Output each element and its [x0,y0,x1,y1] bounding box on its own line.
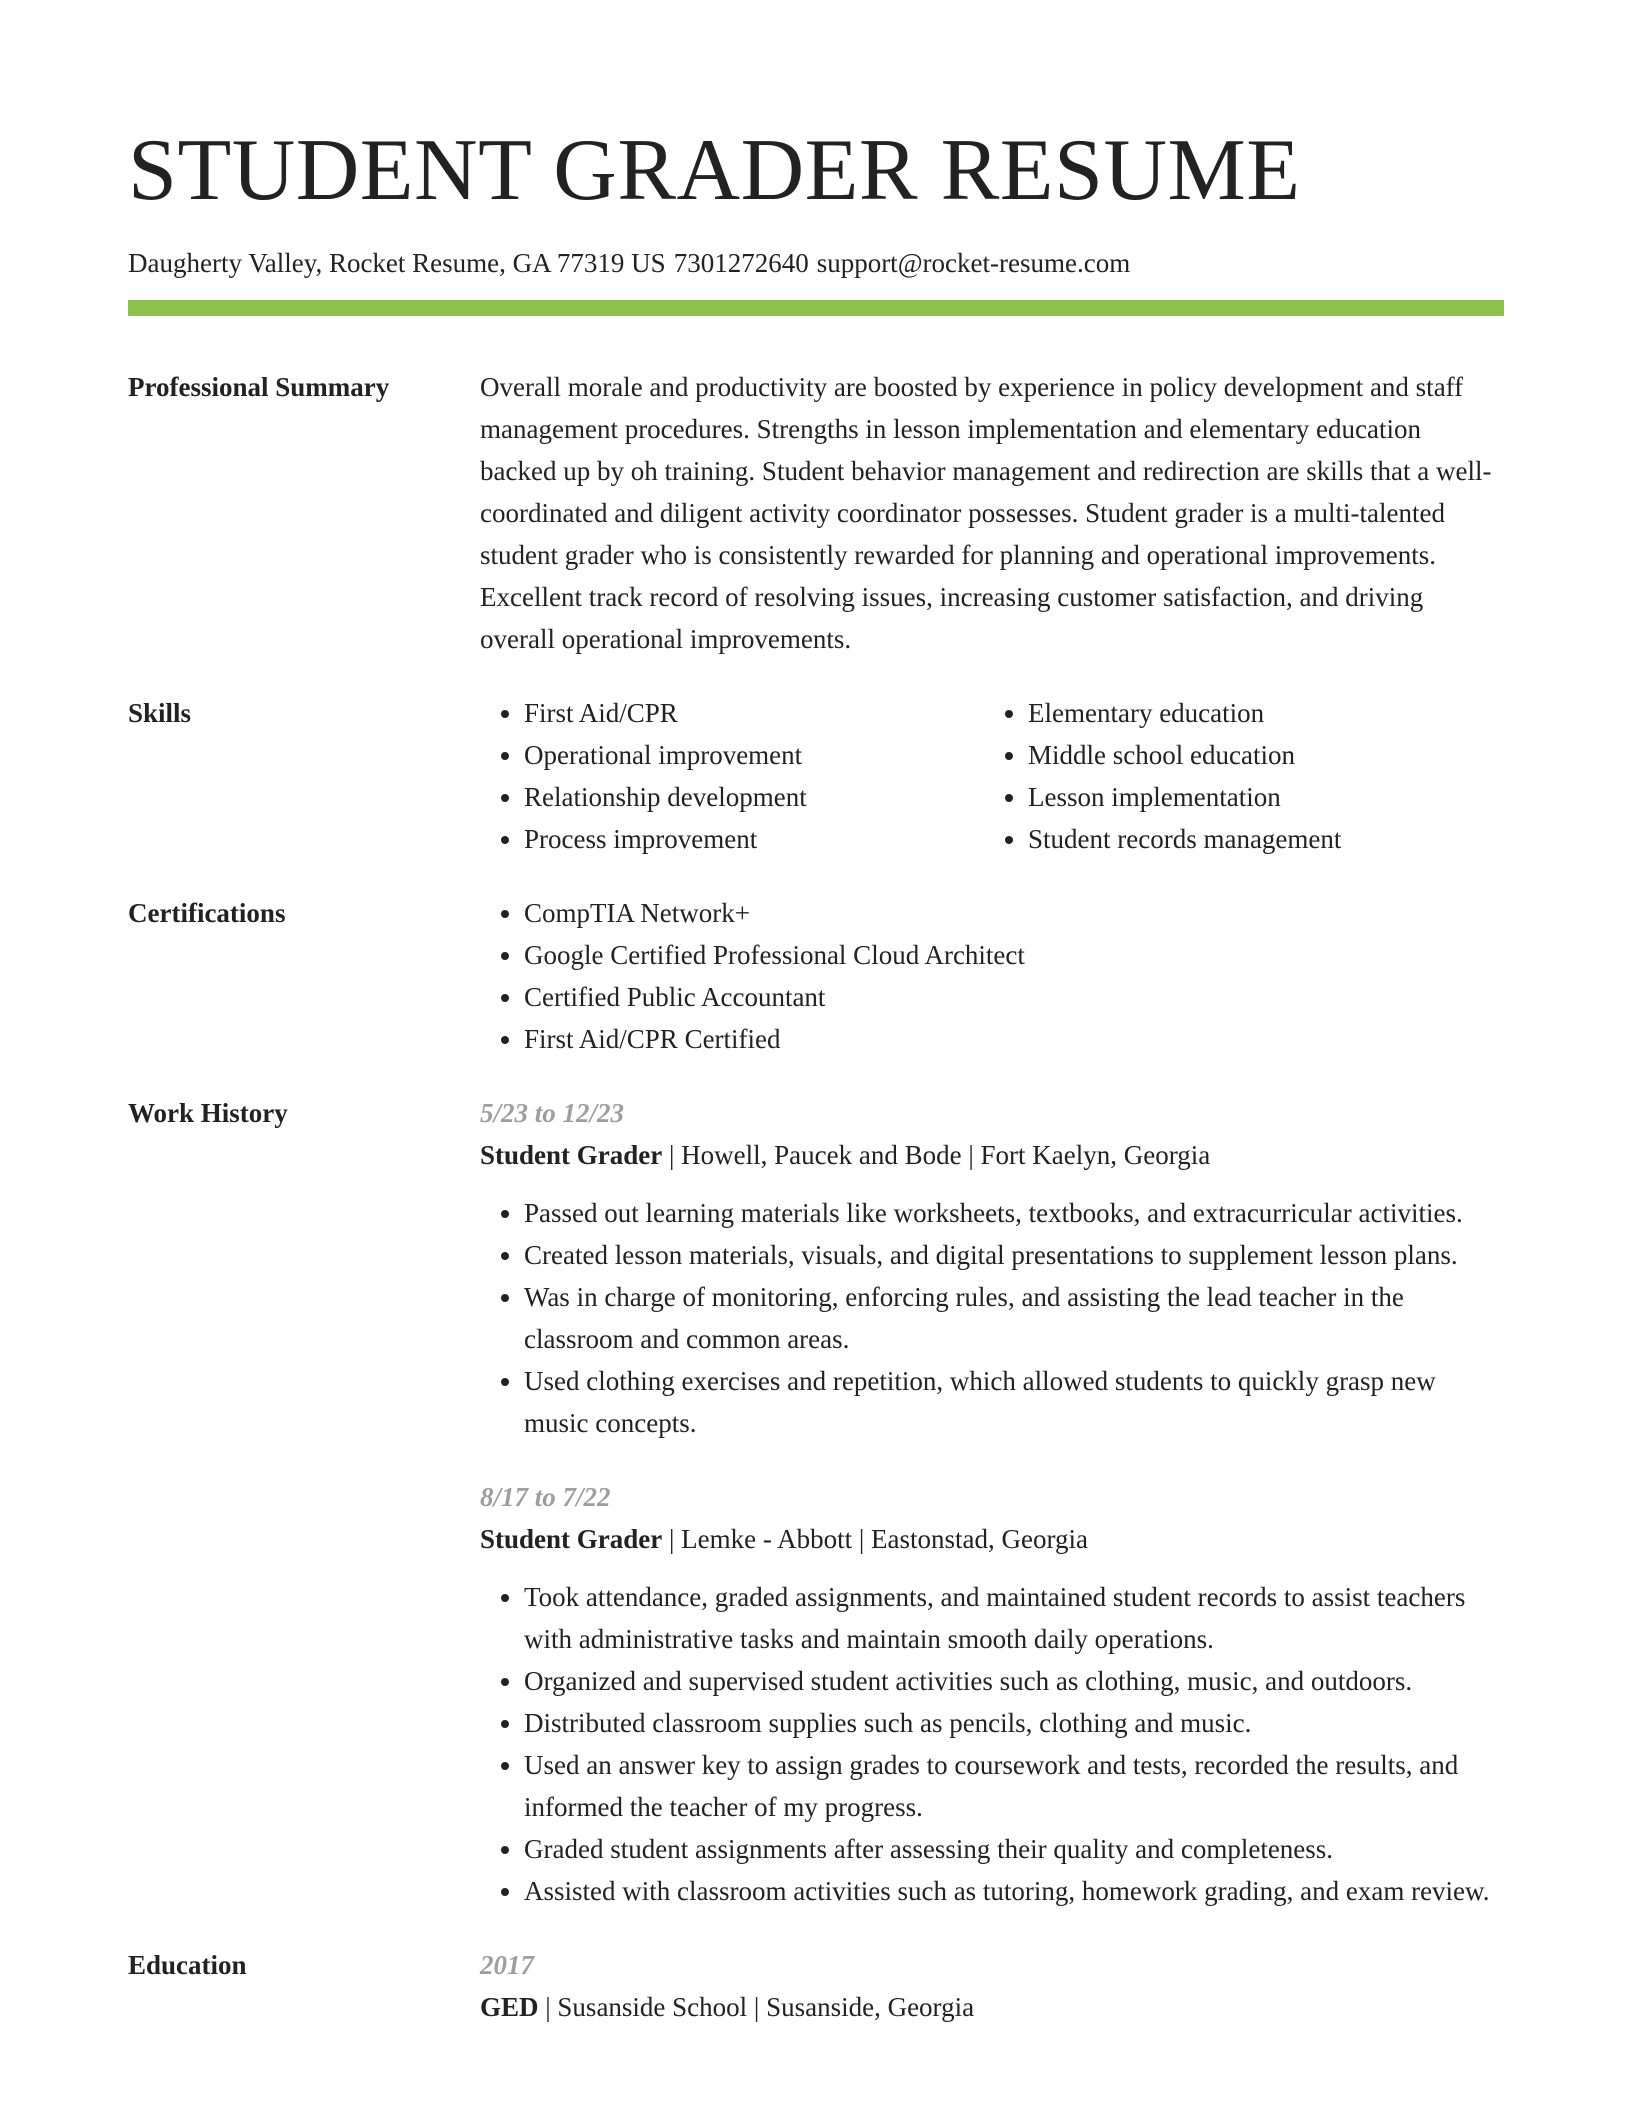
job-title-line [480,1134,1504,1176]
job-title: Student Grader [480,1524,663,1554]
skills-section [128,692,1504,860]
job-dates: 8/17 to 7/22 [480,1482,611,1512]
job-duty: • Distributed classroom supplies such as pencils, clothing and music. [524,1702,1504,1744]
education-heading: Education [128,1950,247,1980]
job-duty: • Took attendance, graded assignments, and maintained student records to assist teachers with administrative tasks and maintain smooth daily operations. [524,1576,1504,1660]
job-duty: • Used clothing exercises and repetition, which allowed students to quickly grasp new music concepts. [524,1360,1504,1444]
education-body [480,1944,1504,2028]
summary-body [480,366,1504,660]
education-year: 2017 [480,1950,534,1980]
skill-item: • Lesson implementation [1028,776,1488,818]
skill-item: • Student records management [1028,818,1488,860]
accent-divider [128,300,1504,316]
certification-item: • Certified Public Accountant [524,976,1504,1018]
job-duty: • Assisted with classroom activities such as tutoring, homework grading, and exam review. [524,1870,1504,1912]
resume-page [128,0,1504,2028]
job-title-line [480,1518,1504,1560]
certification-item: • CompTIA Network+ [524,892,1504,934]
skills-heading: Skills [128,698,192,728]
summary-section [128,366,1504,660]
work-history-body [480,1092,1504,1912]
skill-item: • Middle school education [1028,734,1488,776]
education-degree: GED [480,1992,539,2022]
skill-item: • First Aid/CPR [524,692,984,734]
contact-email[interactable]: support@rocket-resume.com [816,248,1131,278]
job-duty: • Organized and supervised student activities such as clothing, music, and outdoors. [524,1660,1504,1702]
job-duty: • Was in charge of monitoring, enforcing rules, and assisting the lead teacher in the classroom and common areas. [524,1276,1504,1360]
education-degree-line [480,1986,1504,2028]
education-school-location: | Susanside School | Susanside, Georgia [538,1992,975,2022]
skill-item: • Relationship development [524,776,984,818]
skills-list-right [984,692,1488,860]
job-dates: 5/23 to 12/23 [480,1098,625,1128]
job-employer-location: | Howell, Paucek and Bode | Fort Kaelyn, Georgia [662,1140,1211,1170]
skills-body [480,692,1504,860]
contact-address: Daugherty Valley, Rocket Resume, GA 77319 US [128,248,666,278]
resume-title: STUDENT GRADER RESUME [128,122,1301,219]
certifications-section [128,892,1504,1060]
certification-item: • Google Certified Professional Cloud Architect [524,934,1504,976]
job-employer-location: | Lemke - Abbott | Eastonstad, Georgia [662,1524,1088,1554]
certifications-body [480,892,1504,1060]
certifications-list [480,892,1504,1060]
job-entry [480,1092,1504,1444]
job-entry [480,1476,1504,1912]
job-duties-list [480,1192,1504,1444]
job-duty: • Passed out learning materials like worksheets, textbooks, and extracurricular activities. [524,1192,1504,1234]
certification-item: • First Aid/CPR Certified [524,1018,1504,1060]
work-history-section [128,1092,1504,1912]
certifications-heading: Certifications [128,898,286,928]
education-section [128,1944,1504,2028]
job-duty: • Used an answer key to assign grades to coursework and tests, recorded the results, and informed the teacher of my progress. [524,1744,1504,1828]
skill-item: • Elementary education [1028,692,1488,734]
skill-item: • Process improvement [524,818,984,860]
job-duty: • Created lesson materials, visuals, and digital presentations to supplement lesson plans. [524,1234,1504,1276]
job-title: Student Grader [480,1140,663,1170]
contact-phone: 7301272640 [673,248,809,278]
job-duties-list [480,1576,1504,1912]
work-history-heading: Work History [128,1098,288,1128]
summary-heading: Professional Summary [128,372,390,402]
skills-list-left [480,692,984,860]
contact-line [128,246,1504,280]
skill-item: • Operational improvement [524,734,984,776]
job-duty: • Graded student assignments after assessing their quality and completeness. [524,1828,1504,1870]
summary-text: Overall morale and productivity are boosted by experience in policy development and staff management procedures. Strengths in lesson implementation and elementary education backed up by oh training. Student behavior management and redirection are skills that a well-coordinated and diligent activity coordinator possesses. Student grader is a multi-talented student grader who is consistently rewarded for planning and operational improvements. Excellent track record of resolving issues, increasing customer satisfaction, and driving overall operational improvements. [480,372,1492,654]
